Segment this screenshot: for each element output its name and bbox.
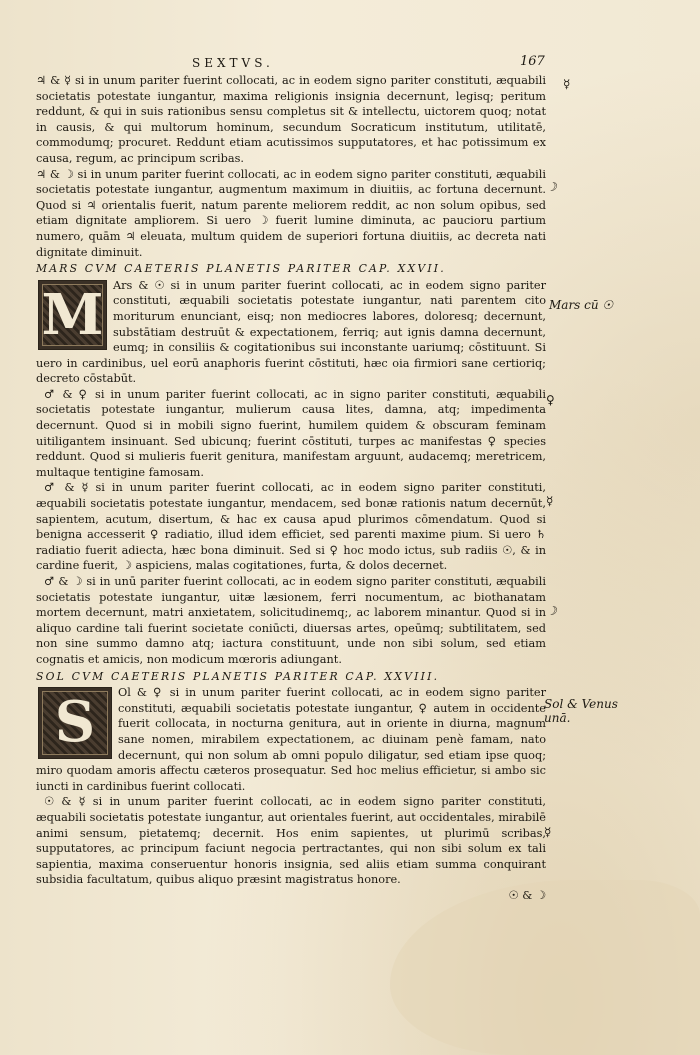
paragraph: ♂ & ☿ si in unum pariter fuerint collocati, ac in eodem signo pariter constituti, æquabili societatis potestate iungantur, mendacem, sed bonæ rationis natum decernūt, sapientem, acutum, disertum, & hac ex causa apud plurimos cōmendatum. Quod si benigna accesserit ♀ radiatio, illud idem efficiet, sed parenti maxime pium. Si uero ♄ radiatio fuerit adiecta, hæc bona diminuit. Sed si ♀ hoc modo ictus, sub radiis ☉, & in cardine fuerit, ☽ aspiciens, malas cogitationes, furta, & dolos decernet. — [36, 481, 546, 573]
chapter-body — [36, 685, 546, 794]
page-number: 167 — [520, 54, 545, 69]
margin-note: ☿ — [563, 77, 571, 91]
paragraph: Ars & ☉ si in unum pariter fuerint collocati, ac in eodem signo pariter constituti, æquabili societatis potestate iungantur, nati parentem cito moriturum enunciant, eisq; non mediocres labores, doloresq; decernunt, substātiam destruūt & expectationem, ferriq; aut ignis damna decernunt, eumq; in consiliis & cogitationibus sui inconstante uariumq; cōstituunt. Si uero in cardinibus, uel eorū anaphoris fuerint cōstituti, hæc oia firmiori sane certioriq; decreto cōstabūt. — [36, 278, 546, 386]
paragraph: ♃ & ☿ si in unum pariter fuerint collocati, ac in eodem signo pariter constituti, æquabili societatis potestate iungantur, maxima religionis insignia decernunt, legisq; peritum reddunt, & qui in suis rationibus sensu completus sit & intellectu, uictorem quoq; notat in causis, & qui multorum hominum, secundum Socraticum institutum, utilitatē, commodumq; procuret. Reddunt etiam acutissimos supputatores, et hac potissimum ex causa, regum, ac principum scribas. — [36, 74, 546, 165]
initial-letter: M — [41, 281, 104, 348]
margin-note: Sol & Venus unā. — [544, 697, 618, 725]
paragraph: ♃ & ☽ si in unum pariter fuerint collocati, ac in eodem signo pariter constituti, æquabili societatis potestate iungantur, augmentum maximum in diuitiis, ac fortuna decernunt. Quod si ♃ orientalis fuerit, natum parente meliorem reddit, ac non solum opibus, sed etiam dignitate ampliorem. Si uero ☽ fuerit lumine diminuta, ac paucioru partium numero, quām ♃ eleuata, multum quidem de superiori fortuna diuitiis, ac decreta nati dignitate diminuit. — [36, 167, 546, 259]
main-text — [36, 73, 546, 903]
margin-note: Mars cū ☉ — [549, 298, 614, 312]
margin-note: ☽ — [546, 604, 557, 618]
running-title: SEXTVS. — [192, 56, 274, 70]
initial-letter: S — [54, 689, 96, 756]
margin-note: ☽ — [546, 180, 557, 194]
paragraph: ☉ & ☿ si in unum pariter fuerint collocati, ac in eodem signo pariter constituti, æquabili societatis potestate iungantur, aut orientales fuerint, aut occidentales, mirabilē animi sensum, pietatemq; decernit. Hos enim sapientes, ut plurimū scribas, supputatores, ac principum faciunt negocia pertractantes, qui non sibi solum ex tali sapientia, maxima conseruentur honoris insignia, sed aliis etiam summa conquirant subsidia facultatum, quibus aliquo præsint magistratus honore. — [36, 795, 546, 887]
margin-note: ☿ — [546, 494, 554, 508]
catchword: ☉ & ☽ — [508, 888, 546, 902]
chapter-title: MARS CVM CAETERIS PLANETIS PARITER CAP. XXVII. — [36, 262, 446, 276]
margin-note: ☿ — [544, 825, 552, 839]
margin-note: ♀ — [546, 393, 555, 407]
decorated-initial — [38, 687, 112, 759]
paragraph: Ol & ♀ si in unum pariter fuerint collocati, ac in eodem signo pariter constituti, æquabili societatis potestate iungantur, ♀ autem in occidente fuerit collocata, in nocturna genitura, aut in oriente in diurna, magnum sane nomen, mirabilem expectationem, ac diuinam penè famam, nato decernunt, qui non solum ab omni populo diligatur, sed etiam ipse quoq; miro quodam amoris affectu cæteros prosequatur. Sed hoc melius efficietur, si ambo sic iuncti in cardinibus fuerint collocati. — [36, 686, 546, 793]
paragraph: ♂ & ♀ si in unum pariter fuerint collocati, ac in signo pariter constituti, æquabili societatis potestate iungantur, mulierum causa lites, damna, atq; impedimenta decernunt. Quod si in mobili signo fuerint, humilem quidem & obscuram feminam uitiligantem insinuant. Sed ubicunq; fuerint cōstituti, turpes ac manifestas ♀ species reddunt. Quod si mulieris fuerit genitura, manifestam arguunt, audacemq; meretricem, multaque tentigine famosam. — [36, 387, 546, 479]
paragraph: ♂ & ☽ si in unū pariter fuerint collocati, ac in eodem signo pariter constituti, æquabili societatis potestate iungantur, uitæ læsionem, ferri nocumentum, ac biothanatam mortem decernunt, matri anxietatem, solicitudinemq;, ac laborem minantur. Quod si in aliquo cardine tali fuerint societate coniūcti, diuersas artes, opeūmq; subtilitatem, sed non sine summo damno atq; iactura constituunt, unde non sibi solum, sed etiam cognatis et amicis, non modicum mœroris adiungant. — [36, 575, 546, 666]
chapter-title: SOL CVM CAETERIS PLANETIS PARITER CAP. XXVIII. — [36, 669, 440, 683]
decorated-initial — [38, 280, 107, 350]
water-stain — [390, 880, 700, 1055]
chapter-body — [36, 278, 546, 387]
